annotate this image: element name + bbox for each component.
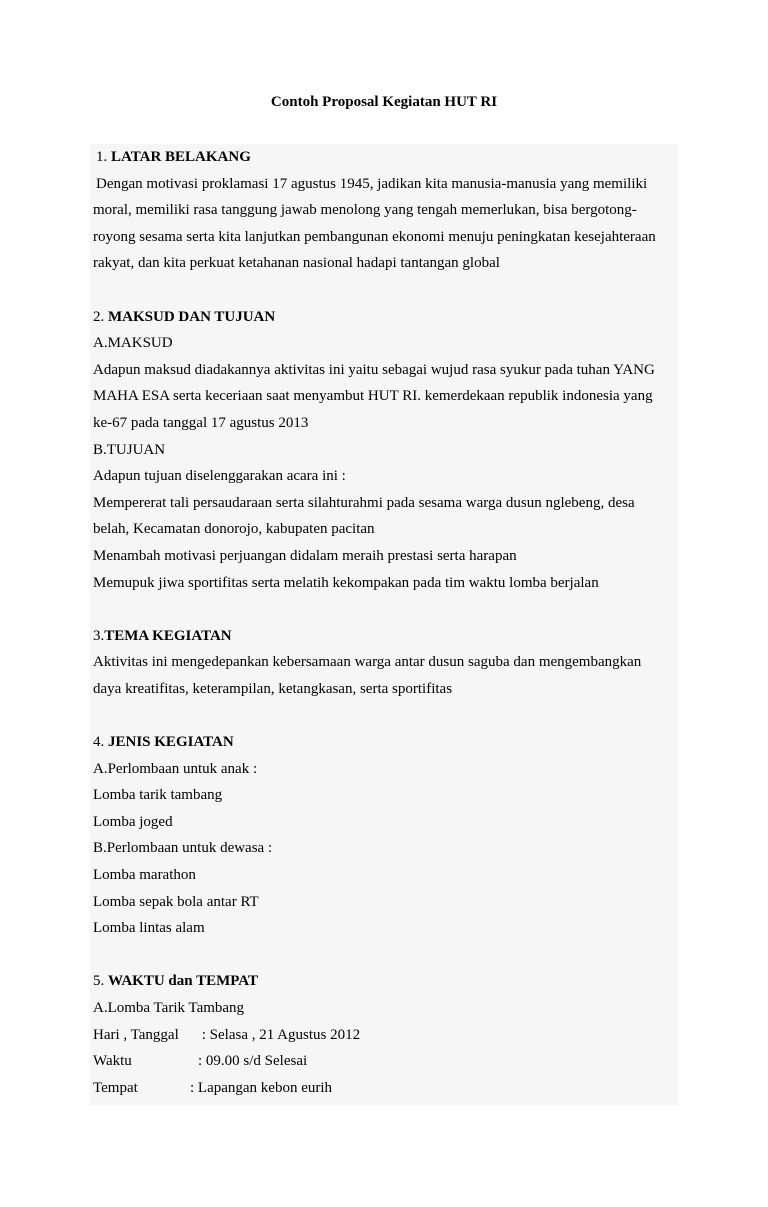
paragraph-line: moral, memiliki rasa tanggung jawab menolong yang tengah memerlukan, bisa bergotong- (93, 202, 637, 219)
document-title: Contoh Proposal Kegiatan HUT RI (270, 94, 498, 110)
section-number: 1. (96, 149, 111, 165)
section-number: 4. (93, 734, 108, 751)
paragraph-line: belah, Kecamatan donorojo, kabupaten pacitan (93, 521, 375, 538)
paragraph-line: Memupuk jiwa sportifitas serta melatih kekompakan pada tim waktu lomba berjalan (93, 574, 599, 591)
section-4-heading (90, 729, 678, 756)
section-title: JENIS KEGIATAN (108, 734, 234, 751)
paragraph-line: Adapun maksud diadakannya aktivitas ini yaitu sebagai wujud rasa syukur pada tuhan YANG (93, 361, 655, 378)
paragraph-line: Adapun tujuan diselenggarakan acara ini : (93, 468, 346, 485)
paragraph-line: Aktivitas ini mengedepankan kebersamaan warga antar dusun saguba dan mengembangkan (93, 654, 642, 671)
paragraph-line: rakyat, dan kita perkuat ketahanan nasional hadapi tantangan global (93, 255, 500, 272)
section-number: 2. (93, 308, 108, 325)
section-title: MAKSUD DAN TUJUAN (108, 308, 276, 325)
list-item: Lomba joged (93, 813, 173, 830)
schedule-value: : Lapangan kebon eurih (190, 1079, 333, 1096)
schedule-row (90, 1048, 678, 1075)
schedule-value: : Selasa , 21 Agustus 2012 (198, 1026, 361, 1043)
section-2-heading (90, 304, 678, 331)
paragraph-line: ke-67 pada tanggal 17 agustus 2013 (93, 414, 309, 431)
section-1-heading (90, 144, 678, 171)
paragraph-line: Menambah motivasi perjuangan didalam meraih prestasi serta harapan (93, 547, 517, 564)
schedule-row (90, 1075, 678, 1102)
paragraph-line: royong sesama serta kita lanjutkan pembangunan ekonomi menuju peningkatan kesejahteraan (93, 228, 656, 245)
section-title: LATAR BELAKANG (111, 149, 251, 165)
maksud-label: A.MAKSUD (93, 335, 173, 352)
list-item: Lomba sepak bola antar RT (93, 893, 259, 910)
section-title: TEMA KEGIATAN (104, 627, 232, 644)
paragraph-line: MAHA ESA serta keceriaan saat menyambut HUT RI. kemerdekaan republik indonesia yang (93, 388, 653, 405)
tujuan-label: B.TUJUAN (93, 441, 166, 458)
document-body (90, 144, 678, 1105)
schedule-value: : 09.00 s/d Selesai (198, 1053, 308, 1070)
list-item: B.Perlombaan untuk dewasa : (93, 840, 273, 857)
schedule-label: Hari , Tanggal (93, 1026, 179, 1043)
list-item: Lomba tarik tambang (93, 787, 223, 804)
section-number: 5. (93, 973, 108, 990)
section-title: WAKTU dan TEMPAT (108, 973, 259, 990)
schedule-row (90, 1022, 678, 1049)
section-5-heading (90, 968, 678, 995)
section-3-heading (90, 623, 678, 650)
schedule-label: Tempat (93, 1079, 138, 1096)
section-number: 3. (93, 627, 105, 644)
paragraph-line: Mempererat tali persaudaraan serta silahturahmi pada sesama warga dusun nglebeng, desa (93, 494, 635, 511)
list-item: A.Perlombaan untuk anak : (93, 760, 258, 777)
schedule-label: Waktu (93, 1053, 132, 1070)
paragraph-line: Dengan motivasi proklamasi 17 agustus 1945, jadikan kita manusia-manusia yang memiliki (96, 175, 648, 192)
paragraph-line: daya kreatifitas, keterampilan, ketangkasan, serta sportifitas (93, 680, 453, 697)
list-item: Lomba lintas alam (93, 920, 205, 937)
list-item: Lomba marathon (93, 867, 196, 884)
subheading: A.Lomba Tarik Tambang (93, 1000, 245, 1016)
